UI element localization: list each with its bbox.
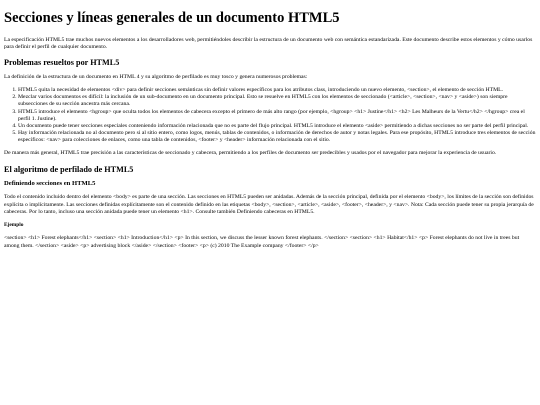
defining-sections-body: Todo el contenido incluido dentro del elemento <body> es parte de una sección. Las secciones en HTML5 pueden ser anidadas. Además de la sección principal, definida por el elemento <body>, los límites de la sección son definidos explícita o implícitamente. Las secciones definidas explícitamente son el contenido definido en las etiquetas <body>, <section>, <article>, <aside>, <footer>, <header>, y <nav>. Nota: Cada sección puede tener su propia jerarquía de cabeceras. Por lo tanto, incluso una sección anidada puede tener un elemento <h1>. Consulte también Definiendo cabeceras en HTML5. <box>4 194 534 215</box>
section-heading-problems: Problemas resueltos por HTML5 <box>4 58 120 68</box>
example-heading: Ejemplo <box>4 221 24 228</box>
list-item: 3. HTML5 introduce el elemento <hgroup> que oculta todos los elementos de cabecera excepto el primero de más alto rango (por ejemplo, <hgroup> <h1> Justine</h1> <h2> Les Malheurs de la Vertu</h2> </hgroup> crea el perfil 1. Justine). <box>18 109 536 123</box>
list-item: 2. Mezclar varios documentos es difícil: la inclusión de un sub-documento en un documento principal. Esto se resuelve en HTML5 con los elementos de seccionado (<article>, <section>, <nav> y <aside>) son siempre subsecciones de su sección ancestra más cercana. <box>18 94 536 108</box>
page-title: Secciones y líneas generales de un documento HTML5 <box>4 10 340 26</box>
section-heading-algorithm: El algoritmo de perfilado de HTML5 <box>4 164 134 174</box>
subheading-defining-sections: Definiendo secciones en HTML5 <box>4 180 96 188</box>
list-item: 1. HTML5 quita la necesidad de elementos <div> para definir secciones semánticas sin definir valores específicos para los atributos class, introduciendo un nuevo elemento, <section>, el elemento de sección HTML. <box>18 87 536 94</box>
problems-closing: De manera más general, HTML5 trae precisión a las características de seccionado y cabecera, permitiendo a los perfiles de documento ser predecibles y usados por el navegador para mejorar la experiencia de usuario. <box>4 150 497 157</box>
example-body: <section> <h1> Forest elephants</h1> <section> <h1> Introduction</h1> <p> In this section, we discuss the lesser known forest elephants. </section> <section> <h1> Habitat</h1> <p> Forest elephants do not live in trees but among them. </section> <aside> <p> advertising block </aside> </section> <footer> <p> (c) 2010 The Example company </footer> </p> <box>4 235 520 249</box>
problems-lead: La definición de la estructura de un documento en HTML 4 y su algoritmo de perfilado es muy tosco y genera numerosos problemas: <box>4 73 308 80</box>
list-item: 4. Un documento puede tener secciones especiales conteniendo información relacionada que no es parte del flujo principal. HTML5 introduce el elemento <aside> permitiendo a dichas secciones no ser parte del perfil principal. <box>18 123 536 130</box>
intro-paragraph: La especificación HTML5 trae muchos nuevos elementos a los desarrolladores web, permitiéndoles describir la estructura de un documento web con semántica estandarizada. Este documento describe estos elementos y cómo usarlos para definir el perfil de cualquier documento. <box>4 36 533 50</box>
list-item: 5. Hay información relacionada no al documento pero si al sitio entero, como logos, menús, tablas de contenidos, o información de derechos de autor y notas legales. Para ese propósito, HTML5 introduce tres elementos de sección específicos: <nav> para colecciones de enlaces, como una tabla de contenidos, <footer> y <header> información relacionada con el sitio. <box>18 130 536 144</box>
problems-list <box>4 87 536 144</box>
